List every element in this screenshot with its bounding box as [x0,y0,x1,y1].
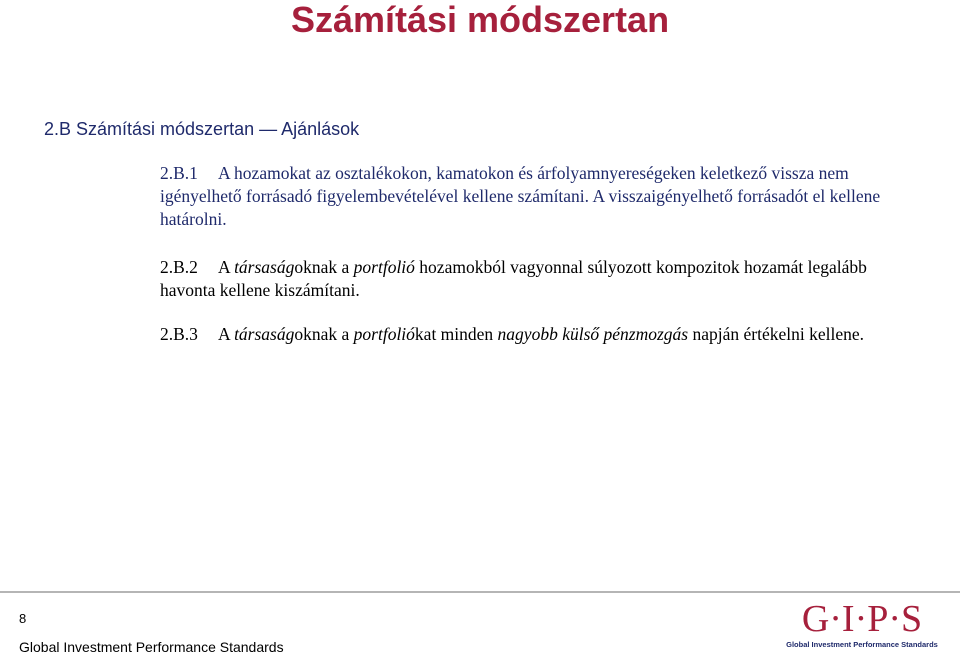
page-number: 8 [19,611,27,626]
footer-divider [0,591,960,593]
italic-term: nagyobb külső pénzmozgás [497,324,689,344]
paragraph-text: kat minden [414,324,498,344]
gips-logo-subtext: Global Investment Performance Standards [786,640,938,649]
paragraph-text: A hozamokat az osztalékokon, kamatokon és árfolyamnyereségeken keletkező vissza nem igényelhető forrásadó figyelembevételével kellene számítani. A visszaigényelhető forrásadót el kellene határolni. [160,163,881,229]
page-title: Számítási módszertan [290,0,670,40]
recommendation-2b1 [160,162,900,231]
italic-term: társaság [234,324,295,344]
paragraph-number: 2.B.1 [160,163,198,183]
italic-term: portfolió [353,257,415,277]
gips-logo [782,597,942,651]
paragraph-number: 2.B.3 [160,324,198,344]
gips-logo-text: G·I·P·S [801,598,923,640]
paragraph-text: oknak a [294,257,354,277]
paragraph-number: 2.B.2 [160,257,198,277]
paragraph-text: A [218,257,235,277]
paragraph-text: A [218,324,235,344]
italic-term: társaság [234,257,295,277]
footer-org-name: Global Investment Performance Standards [19,639,284,655]
paragraph-text: napján értékelni kellene. [688,324,864,344]
recommendation-2b2 [160,256,900,302]
paragraph-text: hozamokból vagyonnal súlyozott kompozitok hozamát legalább havonta kellene kiszámítani. [160,257,867,300]
recommendation-2b3 [160,323,900,346]
paragraph-text: oknak a [294,324,354,344]
italic-term: portfolió [353,324,415,344]
section-subtitle: 2.B Számítási módszertan — Ajánlások [44,119,360,139]
